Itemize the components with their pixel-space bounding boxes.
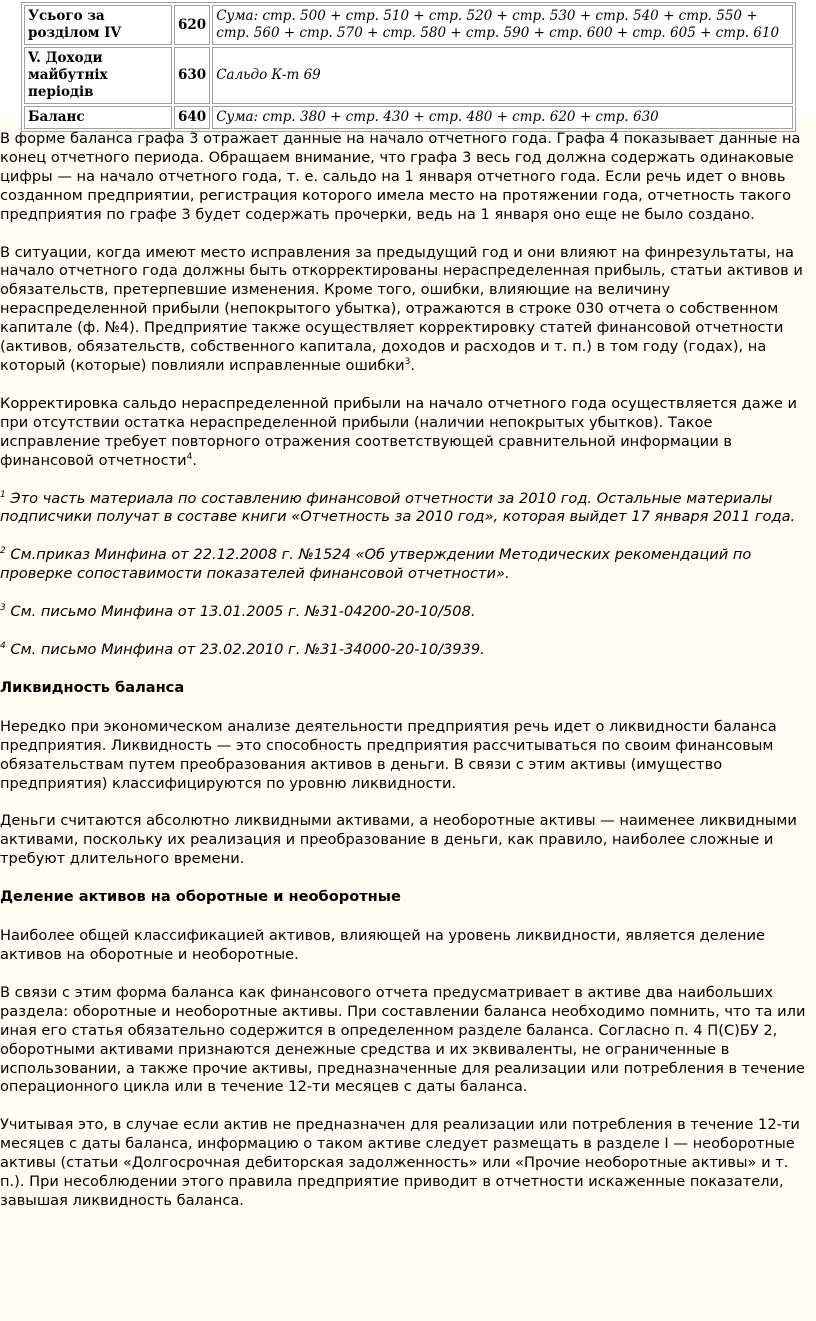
table-row — [24, 47, 793, 104]
row-name-cell: Усього за розділом IV — [24, 5, 172, 45]
balance-table — [21, 2, 796, 132]
paragraph: Корректировка сальдо нераспределенной прибыли на начало отчетного года осуществляется даже и при отсутствии остатка нераспределенной прибыли (наличии непокрытых убытков). Такое исправление требует повторного отражения соответствующей сравнительной информации в финансовой отчетности$^4$. — [0, 394, 797, 469]
footnote-ref[interactable]: 4 — [186, 451, 193, 462]
row-formula-cell: Сума: стр. 500 + стр. 510 + стр. 520 + стр. 530 + стр. 540 + стр. 550 + стр. 560 + стр. 570 + стр. 580 + стр. 590 + стр. 600 + стр. 605 + стр. 610 — [212, 5, 793, 45]
row-code-cell: 630 — [174, 47, 210, 104]
paragraph: Нередко при экономическом анализе деятельности предприятия речь идет о ликвидности баланса предприятия. Ликвидность — это способность предприятия рассчитываться по своим финансовым обязательствам путем преобразования активов в деньги. В связи с этим активы (имущество предприятия) классифицируются по уровню ликвидности. — [0, 717, 777, 792]
footnote: $^4$ См. письмо Минфина от 23.02.2010 г. №31-34000-20-10/3939. — [0, 641, 485, 659]
row-formula-cell: Сума: стр. 380 + стр. 430 + стр. 480 + стр. 620 + стр. 630 — [212, 106, 793, 129]
footnote: $^2$ См.приказ Минфина от 22.12.2008 г. №1524 «Об утверждении Методических рекомендаций по проверке сопоставимости показателей финансовой отчетности». — [0, 546, 752, 583]
paragraph: В ситуации, когда имеют место исправления за предыдущий год и они влияют на финрезультаты, на начало отчетного года должны быть откорректированы нераспределенная прибыль, статьи активов и обязательств, претерпевшие изменения. Кроме того, ошибки, влияющие на величину нераспределенной прибыли (непокрытого убытка), отражаются в строке 030 отчета о собственном капитале (ф. №4). Предприятие также осуществляет корректировку статей финансовой отчетности (активов, обязательств, собственного капитала, доходов и расходов и т. п.) в том году (годах), на который (которые) повлияли исправленные ошибки$^3$. — [0, 243, 803, 374]
row-code-cell: 620 — [174, 5, 210, 45]
footnote: $^3$ См. письмо Минфина от 13.01.2005 г. №31-04200-20-10/508. — [0, 603, 476, 621]
row-code-cell: 640 — [174, 106, 210, 129]
section-heading: Ликвидность баланса — [0, 678, 185, 696]
table-row — [24, 5, 793, 45]
paragraph: Деньги считаются абсолютно ликвидными активами, а необоротные активы — наименее ликвидными активами, поскольку их реализация и преобразование в деньги, как правило, наиболее сложные и требуют длительного времени. — [0, 812, 797, 868]
article-body — [0, 130, 816, 1230]
paragraph: В форме баланса графа 3 отражает данные на начало отчетного года. Графа 4 показывает данные на конец отчетного периода. Обращаем внимание, что графа 3 весь год должна содержать одинаковые цифры — на начало отчетного года, т. е. сальдо на 1 января отчетного года. Если речь идет о вновь созданном предприятии, регистрация которого имела место на протяжении года, отчетность такого предприятия по графе 3 будет содержать прочерки, ведь на 1 января оно еще не было создано. — [0, 130, 801, 223]
row-name-cell: V. Доходи майбутніх періодів — [24, 47, 172, 104]
section-heading: Деление активов на оборотные и необоротные — [0, 888, 401, 906]
table-row — [24, 106, 793, 129]
footnote-ref[interactable]: 3 — [404, 356, 411, 367]
footnote: $^1$ Это часть материала по составлению финансовой отчетности за 2010 год. Остальные материалы подписчики получат в составе книги «Отчетность за 2010 год», которая выйдет 17 января 2011 года. — [0, 489, 796, 526]
paragraph: Учитывая это, в случае если актив не предназначен для реализации или потребления в течение 12-ти месяцев с даты баланса, информацию о таком активе следует размещать в разделе I — необоротные активы (статьи «Долгосрочная дебиторская задолженность» или «Прочие необоротные активы» и т. п.). При несоблюдении этого правила предприятие приводит в отчетности искаженные показатели, завышая ликвидность баланса. — [0, 1116, 800, 1209]
paragraph: Наиболее общей классификацией активов, влияющей на уровень ликвидности, является деление активов на оборотные и необоротные. — [0, 927, 766, 963]
row-name-cell: Баланс — [24, 106, 172, 129]
row-formula-cell: Сальдо К-т 69 — [212, 47, 793, 104]
paragraph: В связи с этим форма баланса как финансового отчета предусматривает в активе два наибольших раздела: оборотные и необоротные активы. При составлении баланса необходимо помнить, что та или иная его статья обязательно содержится в определенном разделе баланса. Согласно п. 4 П(С)БУ 2, оборотными активами признаются денежные средства и их эквиваленты, не ограниченные в использовании, а также прочие активы, предназначенные для реализации или потребления в течение операционного цикла или в течение 12-ти месяцев с даты баланса. — [0, 983, 806, 1096]
